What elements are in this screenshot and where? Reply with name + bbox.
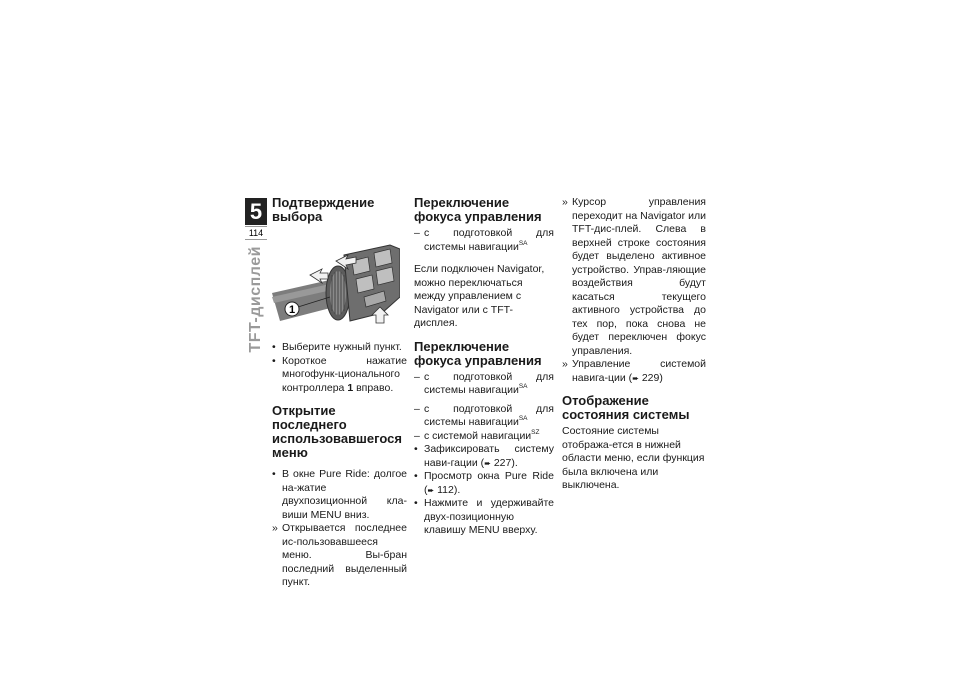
page-number: 114 (245, 226, 267, 240)
bullet: • (414, 470, 418, 482)
paragraph-navigator: Если подключен Navigator, можно переключаться между управлением с Navigator или с TFT-дисплея. (414, 263, 545, 329)
list-item: » Курсор управления переходит на Navigator или TFT-дис-плей. Слева в верхней строке состояния будет выделено активное устройство. Управ-ляющие воздействия будут касаться текущего активного устройства до тех пор, пока снова не будет переключен фокус управления. (562, 196, 706, 357)
column-3 (562, 196, 706, 493)
bullet: • (414, 443, 418, 455)
heading-switch-focus-1: Переключение фокуса управления (414, 195, 542, 224)
page-ref[interactable]: 229 (641, 371, 660, 384)
list-item: » Открывается последнее ис-пользовавшееся меню. Вы-бран последний выделенный пункт. (272, 522, 407, 588)
chapter-side-title: TFT-дисплей (247, 246, 264, 353)
arrow-right-icon: ➨ (484, 458, 491, 468)
heading-system-status: Отображение состояния системы (562, 393, 690, 422)
heading-switch-focus-2: Переключение фокуса управления (414, 338, 542, 368)
column-1 (272, 196, 407, 590)
bullet: • (272, 354, 276, 367)
condition-item: – с подготовкой для системы навигации$^{SA}$ (414, 370, 554, 396)
arrow-right-icon: ➨ (632, 373, 639, 383)
list-item: • В окне Pure Ride: долгое на-жатие двухпозиционной кла-виши MENU вниз. (272, 468, 407, 521)
controller-callout-ref: 1 (347, 381, 354, 394)
bullet: • (272, 468, 276, 480)
result-marker: » (562, 196, 568, 208)
result-marker: » (562, 358, 568, 370)
list-item: • Зафиксировать систему нави-гации (➨ 227). (414, 443, 554, 469)
callout-1: 1 (288, 304, 296, 316)
heading-open-last-menu: Открытие последнего использовавшегося меню (272, 403, 402, 460)
chapter-number: 5 (245, 198, 267, 225)
page-ref[interactable]: 227 (493, 456, 512, 469)
page-ref[interactable]: 112 (437, 483, 454, 496)
list-item: • Просмотр окна Pure Ride (➨ 112). (414, 470, 554, 496)
handlebar-controls-figure (272, 235, 400, 328)
bullet: • (272, 341, 276, 353)
chapter-tab (244, 198, 268, 353)
list-item: » Управление системой навига-ции (➨ 229) (562, 358, 706, 384)
handlebar-illustration (272, 235, 400, 328)
list-item: • Короткое нажатие многофунк-ционального контроллера 1 вправо. (272, 354, 407, 394)
condition-item: – с системой навигации$^{SZ}$ (414, 428, 540, 442)
list-item: • Нажмите и удерживайте двух-позиционную клавишу MENU вверху. (414, 497, 554, 536)
condition-item: – с подготовкой для системы навигации$^{SA}$ (414, 402, 554, 428)
column-2 (414, 196, 554, 538)
bullet: • (414, 497, 418, 509)
arrow-right-icon: ➨ (427, 485, 435, 495)
result-marker: » (272, 522, 278, 534)
paragraph-system-status: Состояние системы отобража-ется в нижней области меню, если функция была включена или выключена. (562, 425, 705, 491)
condition-item: – с подготовкой для системы навигации$^{SA}$ (414, 227, 554, 253)
list-item: • Выберите нужный пункт. (272, 341, 402, 353)
heading-confirm-selection: Подтверждение выбора (272, 195, 375, 224)
